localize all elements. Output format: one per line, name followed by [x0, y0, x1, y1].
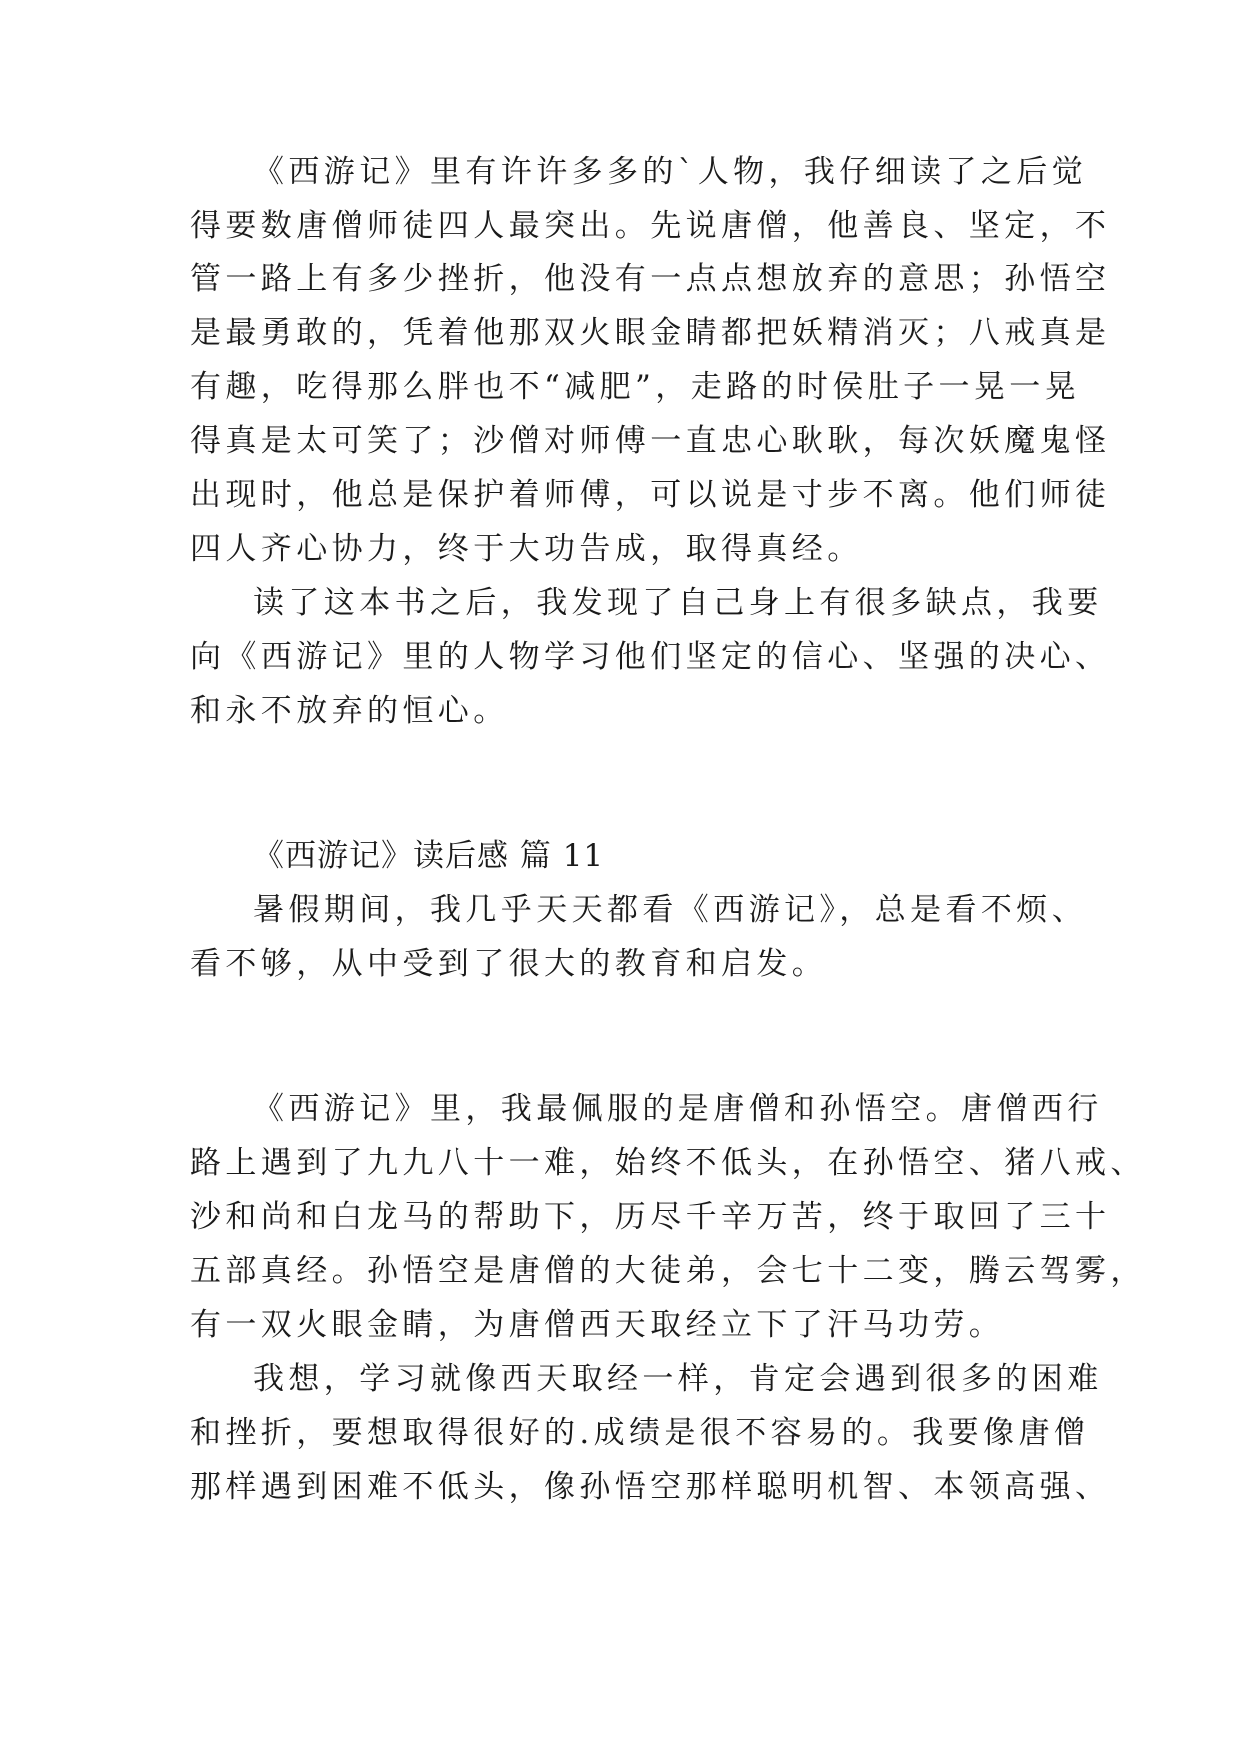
text-line: 得要数唐僧师徒四人最突出。先说唐僧，他善良、坚定，不 [190, 208, 1111, 244]
text-line: 有趣，吃得那么胖也不“减肥”，走路的时侯肚子一晃一晃 [190, 369, 1081, 405]
text-line: 读了这本书之后，我发现了自己身上有很多缺点，我要 [253, 585, 1103, 621]
text-line: 是最勇敢的，凭着他那双火眼金睛都把妖精消灭；八戒真是 [190, 315, 1111, 351]
text-line: 《西游记》里，我最佩服的是唐僧和孙悟空。唐僧西行 [253, 1091, 1103, 1127]
text-line: 出现时，他总是保护着师傅，可以说是寸步不离。他们师徒 [190, 477, 1111, 513]
text-line: 暑假期间，我几乎天天都看《西游记》，总是看不烦、 [253, 892, 1088, 928]
text-line: 看不够，从中受到了很大的教育和启发。 [190, 946, 828, 982]
text-line: 有一双火眼金睛，为唐僧西天取经立下了汗马功劳。 [190, 1307, 1005, 1343]
text-line: 《西游记》里有许许多多的`人物，我仔细读了之后觉 [253, 154, 1088, 190]
text-line: 那样遇到困难不低头，像孙悟空那样聪明机智、本领高强、 [190, 1469, 1111, 1505]
text-line: 路上遇到了九九八十一难，始终不低头，在孙悟空、猪八戒、 [190, 1145, 1146, 1181]
section-heading: 《西游记》读后感 篇 11 [253, 838, 605, 874]
text-line: 五部真经。孙悟空是唐僧的大徒弟，会七十二变，腾云驾雾， [190, 1253, 1146, 1289]
text-line: 得真是太可笑了；沙僧对师傅一直忠心耿耿，每次妖魔鬼怪 [190, 423, 1111, 459]
text-line: 和永不放弃的恒心。 [190, 693, 509, 729]
text-line: 我想，学习就像西天取经一样，肯定会遇到很多的困难 [253, 1361, 1103, 1397]
text-line: 和挫折，要想取得很好的.成绩是很不容易的。我要像唐僧 [190, 1415, 1090, 1451]
text-line: 沙和尚和白龙马的帮助下，历尽千辛万苦，终于取回了三十 [190, 1199, 1111, 1235]
text-line: 向《西游记》里的人物学习他们坚定的信心、坚强的决心、 [190, 639, 1111, 675]
text-line: 管一路上有多少挫折，他没有一点点想放弃的意思；孙悟空 [190, 261, 1111, 297]
text-line: 四人齐心协力，终于大功告成，取得真经。 [190, 531, 863, 567]
